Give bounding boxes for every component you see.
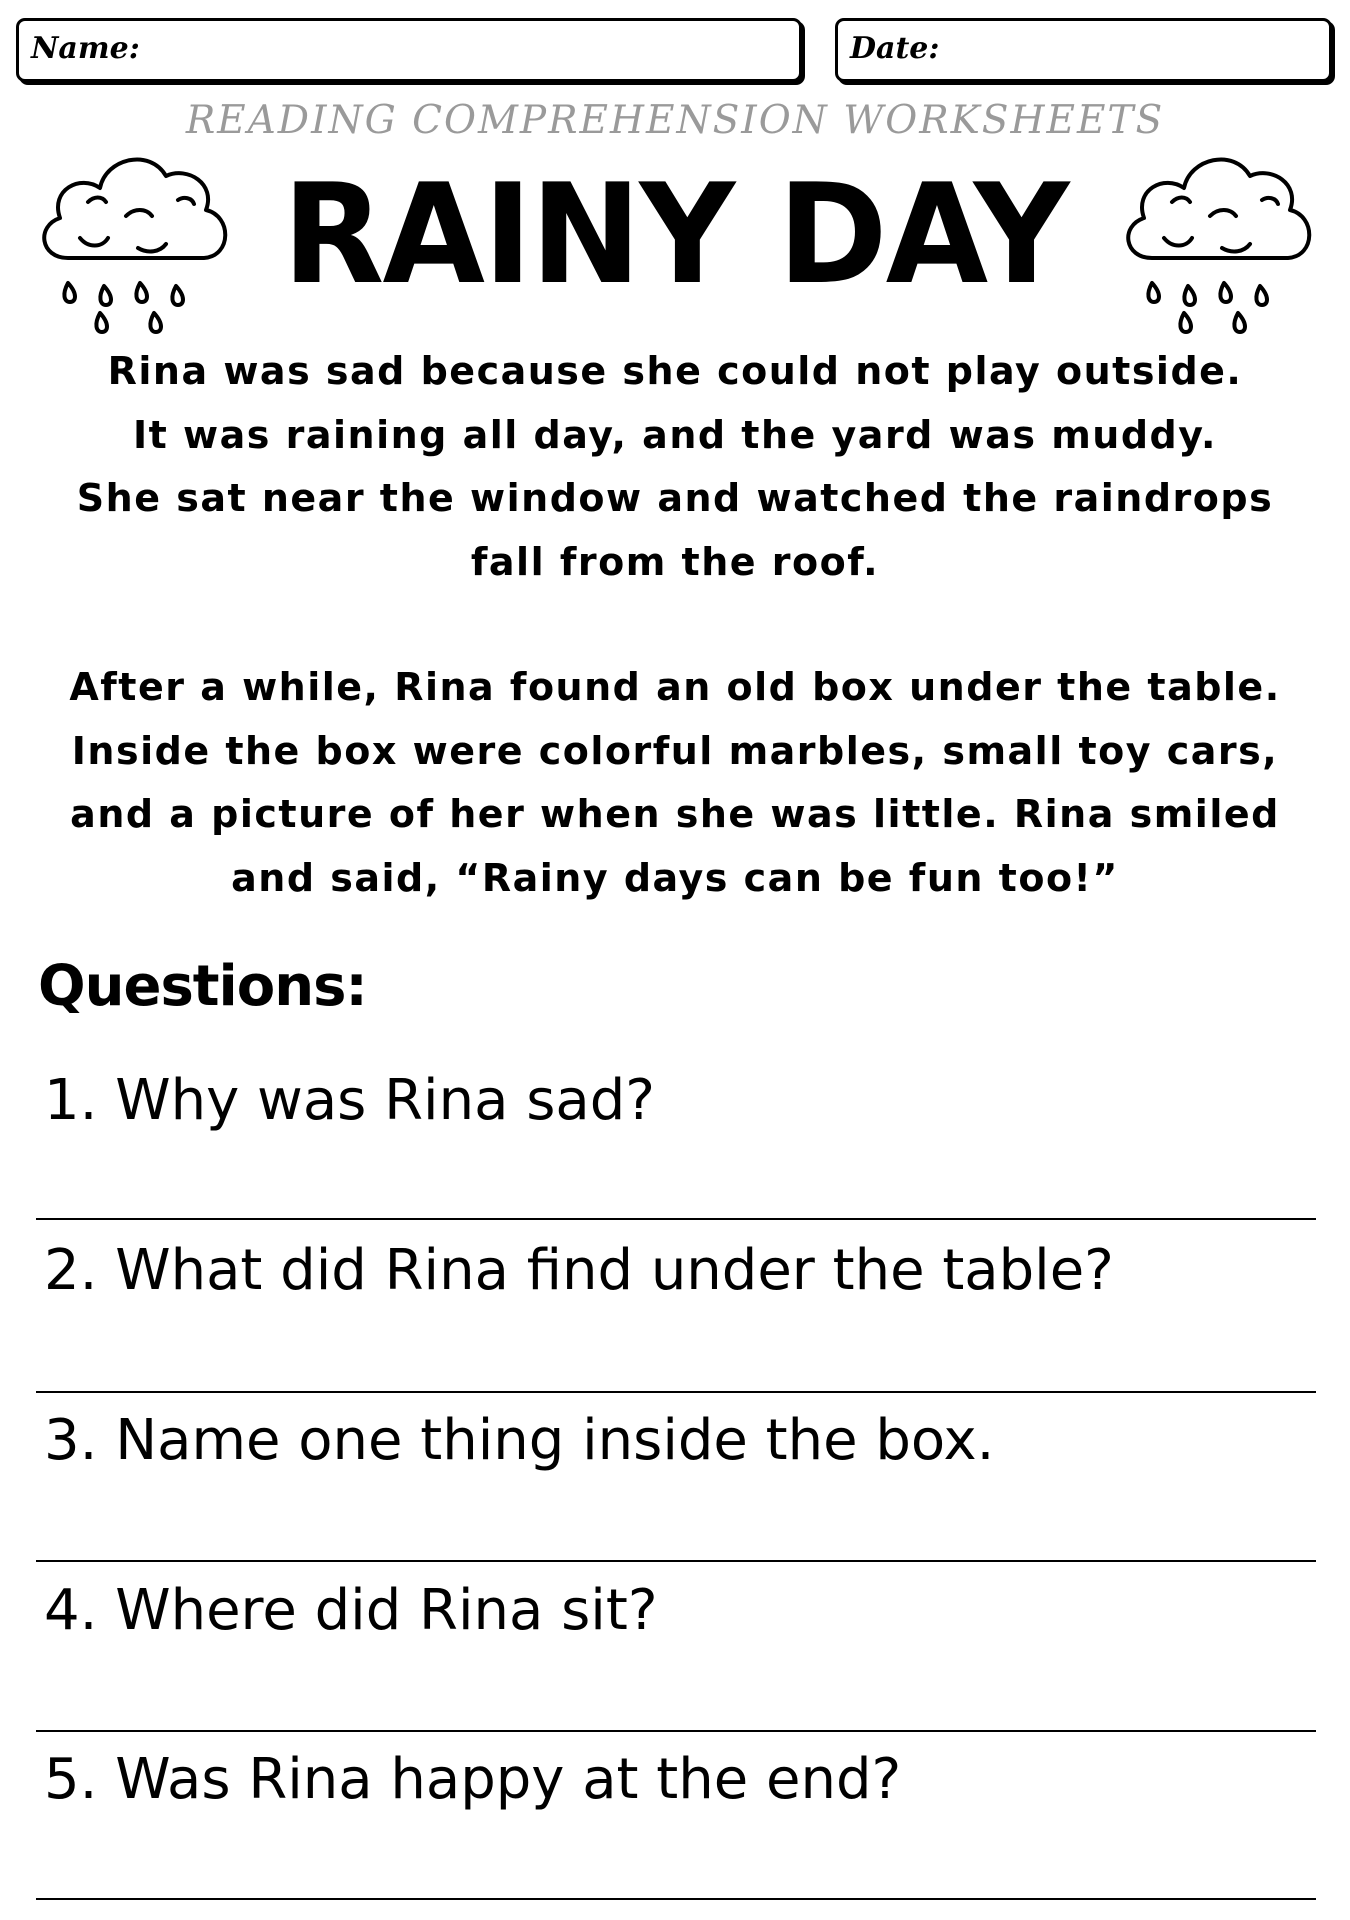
- answer-line-2[interactable]: [36, 1391, 1316, 1393]
- date-field[interactable]: [835, 18, 1332, 82]
- question-5: 5. Was Rina happy at the end?: [44, 1747, 902, 1812]
- question-2: 2. What did Rina find under the table?: [44, 1238, 1114, 1303]
- passage-line: It was raining all day, and the yard was muddy.: [133, 412, 1217, 457]
- worksheet-title: RAINY DAY: [282, 154, 1068, 315]
- date-label: Date:: [850, 31, 940, 66]
- answer-line-3[interactable]: [36, 1560, 1316, 1562]
- answer-line-5[interactable]: [36, 1898, 1316, 1900]
- passage-line: She sat near the window and watched the raindrops: [76, 476, 1274, 520]
- passage-line: and said, “Rainy days can be fun too!”: [231, 855, 1119, 900]
- name-field[interactable]: [16, 18, 802, 82]
- answer-line-4[interactable]: [36, 1730, 1316, 1732]
- passage-line: and a picture of her when she was little. Rina smiled: [70, 792, 1280, 836]
- answer-line-1[interactable]: [36, 1218, 1316, 1220]
- questions-heading: Questions:: [38, 954, 367, 1019]
- question-3: 3. Name one thing inside the box.: [44, 1408, 995, 1473]
- worksheet-subtitle: READING COMPREHENSION WORKSHEETS: [185, 98, 1165, 143]
- passage-line: fall from the roof.: [470, 539, 880, 584]
- passage-paragraph-1: [60, 340, 1290, 594]
- passage-line: Inside the box were colorful marbles, small toy cars,: [71, 728, 1279, 773]
- passage-paragraph-2: [60, 656, 1290, 910]
- passage-line: After a while, Rina found an old box under the table.: [69, 665, 1281, 709]
- name-label: Name:: [31, 31, 140, 66]
- question-1: 1. Why was Rina sad?: [44, 1068, 655, 1133]
- question-4: 4. Where did Rina sit?: [44, 1578, 658, 1643]
- passage-line: Rina was sad because she could not play outside.: [107, 349, 1243, 393]
